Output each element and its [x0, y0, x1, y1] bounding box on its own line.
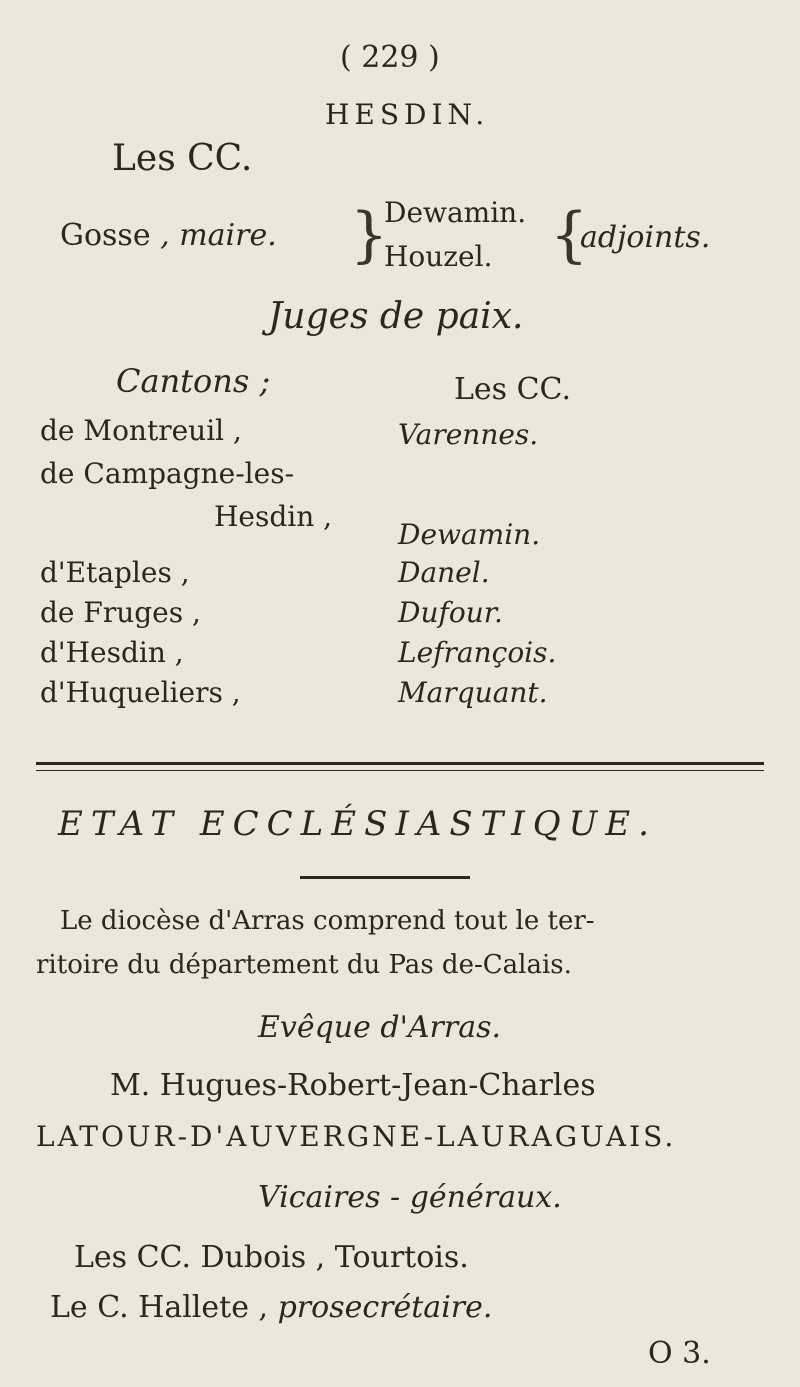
- adjoint-2: Houzel.: [384, 240, 493, 273]
- section-title: HESDIN.: [325, 98, 490, 131]
- canton-name: d'Etaples ,: [40, 556, 190, 589]
- mayor-name-text: Gosse: [60, 218, 151, 253]
- canton-judge: Dufour.: [398, 596, 503, 629]
- prosecretaire-line: [50, 1290, 492, 1325]
- canton-name: d'Hesdin ,: [40, 636, 184, 669]
- juges-heading: Juges de paix.: [268, 296, 524, 337]
- prosecretaire-role: prosecrétaire.: [277, 1290, 493, 1325]
- canton-judge: Lefrançois.: [398, 636, 557, 669]
- canton-name: d'Huqueliers ,: [40, 676, 241, 709]
- page-number: ( 229 ): [340, 40, 440, 75]
- eveque-name-line: LATOUR-D'AUVERGNE-LAURAGUAIS.: [36, 1120, 677, 1153]
- adjoints-label: adjoints.: [580, 220, 711, 255]
- divider-thin: [36, 770, 764, 771]
- intro-text: Les CC.: [112, 138, 253, 179]
- cantons-header-right: Les CC.: [454, 372, 571, 407]
- diocese-line: Le diocèse d'Arras comprend tout le ter-: [60, 906, 595, 936]
- short-rule: [300, 876, 470, 879]
- mayor-role: , maire.: [160, 218, 277, 253]
- canton-judge: Marquant.: [398, 676, 548, 709]
- canton-judge: Dewamin.: [398, 518, 541, 551]
- divider-thick: [36, 762, 764, 765]
- prosecretaire-name: Le C. Hallete ,: [50, 1290, 269, 1325]
- etat-title: ETAT ECCLÉSIASTIQUE.: [58, 804, 657, 844]
- vicaires-heading: Vicaires - généraux.: [258, 1180, 562, 1215]
- canton-name: de Campagne-les-: [40, 457, 295, 490]
- canton-name: de Montreuil ,: [40, 414, 242, 447]
- cantons-header-left: Cantons ;: [116, 362, 271, 400]
- canton-judge: Varennes.: [398, 418, 539, 451]
- canton-name: de Fruges ,: [40, 596, 201, 629]
- eveque-heading: Evêque d'Arras.: [258, 1010, 502, 1045]
- canton-judge: Danel.: [398, 556, 490, 589]
- vicaires-names: Les CC. Dubois , Tourtois.: [74, 1240, 469, 1275]
- adjoint-1: Dewamin.: [384, 196, 527, 229]
- diocese-line: ritoire du département du Pas de-Calais.: [36, 950, 572, 980]
- signature-mark: O 3.: [648, 1336, 711, 1371]
- mayor-name: [60, 218, 277, 253]
- canton-name-cont: Hesdin ,: [214, 500, 333, 533]
- left-brace: }: [350, 200, 389, 270]
- right-brace: {: [550, 200, 589, 270]
- eveque-name-line: M. Hugues-Robert-Jean-Charles: [110, 1068, 596, 1103]
